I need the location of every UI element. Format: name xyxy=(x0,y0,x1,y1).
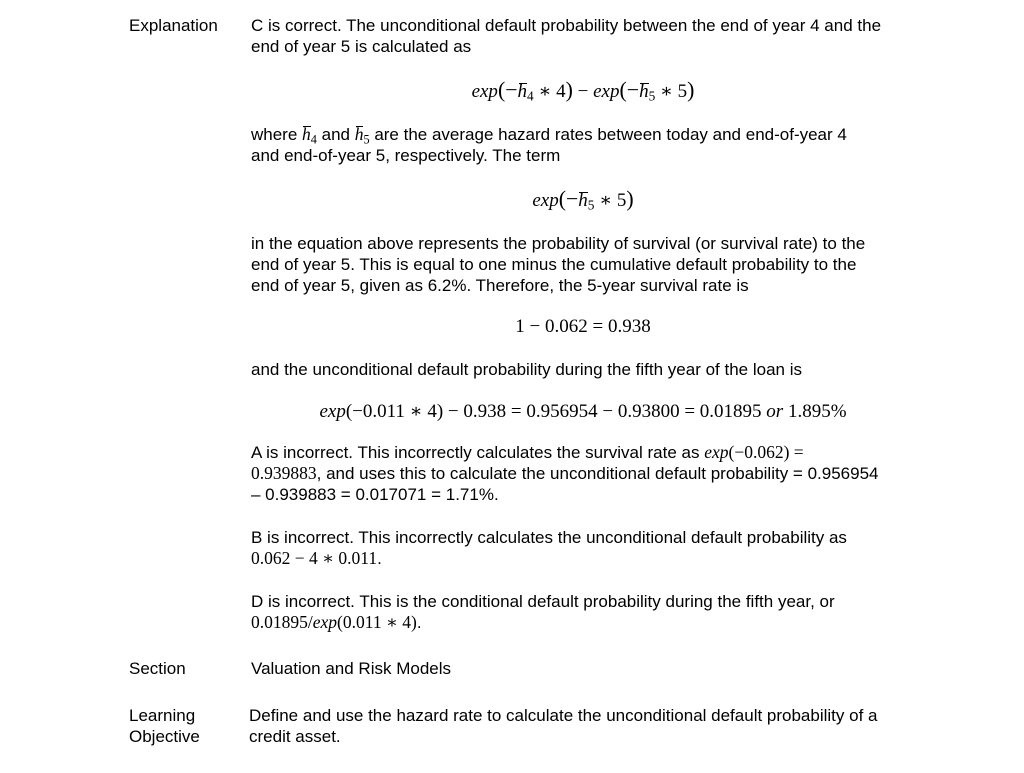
survival-line-3: end of year 5, given as 6.2%. Therefore, the 5-year survival rate is xyxy=(251,276,749,295)
d-line2-end: . xyxy=(416,613,422,632)
section-value: Valuation and Risk Models xyxy=(251,659,452,678)
intro-line-2: end of year 5 is calculated as xyxy=(251,37,472,56)
eq1-open-b: (− xyxy=(619,78,640,102)
a-line1-math: (−0.062) = xyxy=(728,442,804,462)
equation-survival-rate: 1 − 0.062 = 0.938 xyxy=(515,316,651,337)
a-line2-text: , and uses this to calculate the unconditional default probability = 0.956954 xyxy=(316,464,879,483)
eq1-open-a: (− xyxy=(497,78,518,102)
eq1-minus: − xyxy=(572,81,594,102)
a-line3: – 0.939883 = 0.017071 = 1.71%. xyxy=(251,485,499,504)
equation-survival-term xyxy=(0,187,1024,212)
learning-objective-value xyxy=(249,705,877,747)
eq1-fn-a: exp xyxy=(471,81,498,102)
eq1-times5: ∗ 5 xyxy=(655,81,688,102)
eq2-sub5: 5 xyxy=(587,197,595,213)
eq1-close-a: ) xyxy=(565,78,573,102)
eq1-times4: ∗ 4 xyxy=(533,81,566,102)
eq2-times5: ∗ 5 xyxy=(594,190,627,211)
eq1-fn-b: exp xyxy=(593,81,620,102)
eq4-or: or xyxy=(766,401,784,422)
where-and: and xyxy=(316,125,355,144)
eq1-sub5: 5 xyxy=(648,88,656,104)
learning-objective-label-line1: Learning xyxy=(129,706,196,725)
a-line2-math: 0.939883 xyxy=(251,463,317,483)
d-line2-rest: (0.011 ∗ 4) xyxy=(337,612,417,632)
learning-objective-line-2: credit asset. xyxy=(249,727,341,746)
intro-line-1: C is correct. The unconditional default probability between the end of year 4 and the xyxy=(251,16,882,35)
survival-line-1: in the equation above represents the probability of survival (or survival rate) to the xyxy=(251,234,866,253)
eq1-hbar-a: h xyxy=(517,81,528,102)
equation-final-result xyxy=(0,400,1024,423)
d-line2-num: 0.01895/ xyxy=(251,612,313,632)
hazard-rate-definition xyxy=(251,124,847,166)
a-line1-text: A is incorrect. This incorrectly calculates the survival rate as xyxy=(251,443,705,462)
explanation-intro xyxy=(251,15,881,57)
b-line1: B is incorrect. This incorrectly calculates the unconditional default probability as xyxy=(251,528,847,547)
eq2-close: ) xyxy=(626,187,634,211)
eq2-hbar: h xyxy=(578,190,588,211)
explanation-label: Explanation xyxy=(129,16,218,35)
learning-objective-line-1: Define and use the hazard rate to calculate the unconditional default probability of a xyxy=(249,706,878,725)
survival-line-2: end of year 5. This is equal to one minus the cumulative default probability to the xyxy=(251,255,857,274)
eq2-fn: exp xyxy=(532,190,559,211)
eq4-fn: exp xyxy=(319,401,346,422)
survival-explanation xyxy=(251,233,865,296)
eq1-close-b: ) xyxy=(687,78,695,102)
option-d-explanation xyxy=(251,591,835,633)
eq1-hbar-b: h xyxy=(639,81,649,102)
where-line-2: and end-of-year 5, respectively. The term xyxy=(251,146,561,165)
option-a-explanation xyxy=(251,442,879,505)
equation-unconditional-default xyxy=(0,78,1024,103)
eq4-pct: 1.895% xyxy=(783,401,847,422)
option-b-explanation xyxy=(251,527,847,569)
a-line1-fn: exp xyxy=(704,442,729,462)
where-rest: are the average hazard rates between today and end-of-year 4 xyxy=(369,125,847,144)
learning-objective-label xyxy=(129,705,200,747)
d-line2-fn: exp xyxy=(312,612,338,632)
where-prefix: where xyxy=(251,125,303,144)
where-sub5: 5 xyxy=(363,132,370,147)
b-line2-math: 0.062 − 4 ∗ 0.011 xyxy=(251,548,378,568)
eq2-open: (− xyxy=(558,187,579,211)
section-label: Section xyxy=(129,659,186,678)
where-hbar-5: h xyxy=(354,124,364,144)
where-hbar-4: h xyxy=(302,124,311,144)
b-line2-end: . xyxy=(377,549,382,568)
eq1-sub4: 4 xyxy=(527,88,534,104)
eq4-body: (−0.011 ∗ 4) − 0.938 = 0.956954 − 0.93800 = 0.01895 xyxy=(345,401,767,422)
d-line1: D is incorrect. This is the conditional default probability during the fifth year, or xyxy=(251,592,835,611)
unconditional-intro: and the unconditional default probability during the fifth year of the loan is xyxy=(251,360,802,379)
where-sub4: 4 xyxy=(310,132,317,147)
learning-objective-label-line2: Objective xyxy=(129,727,200,746)
